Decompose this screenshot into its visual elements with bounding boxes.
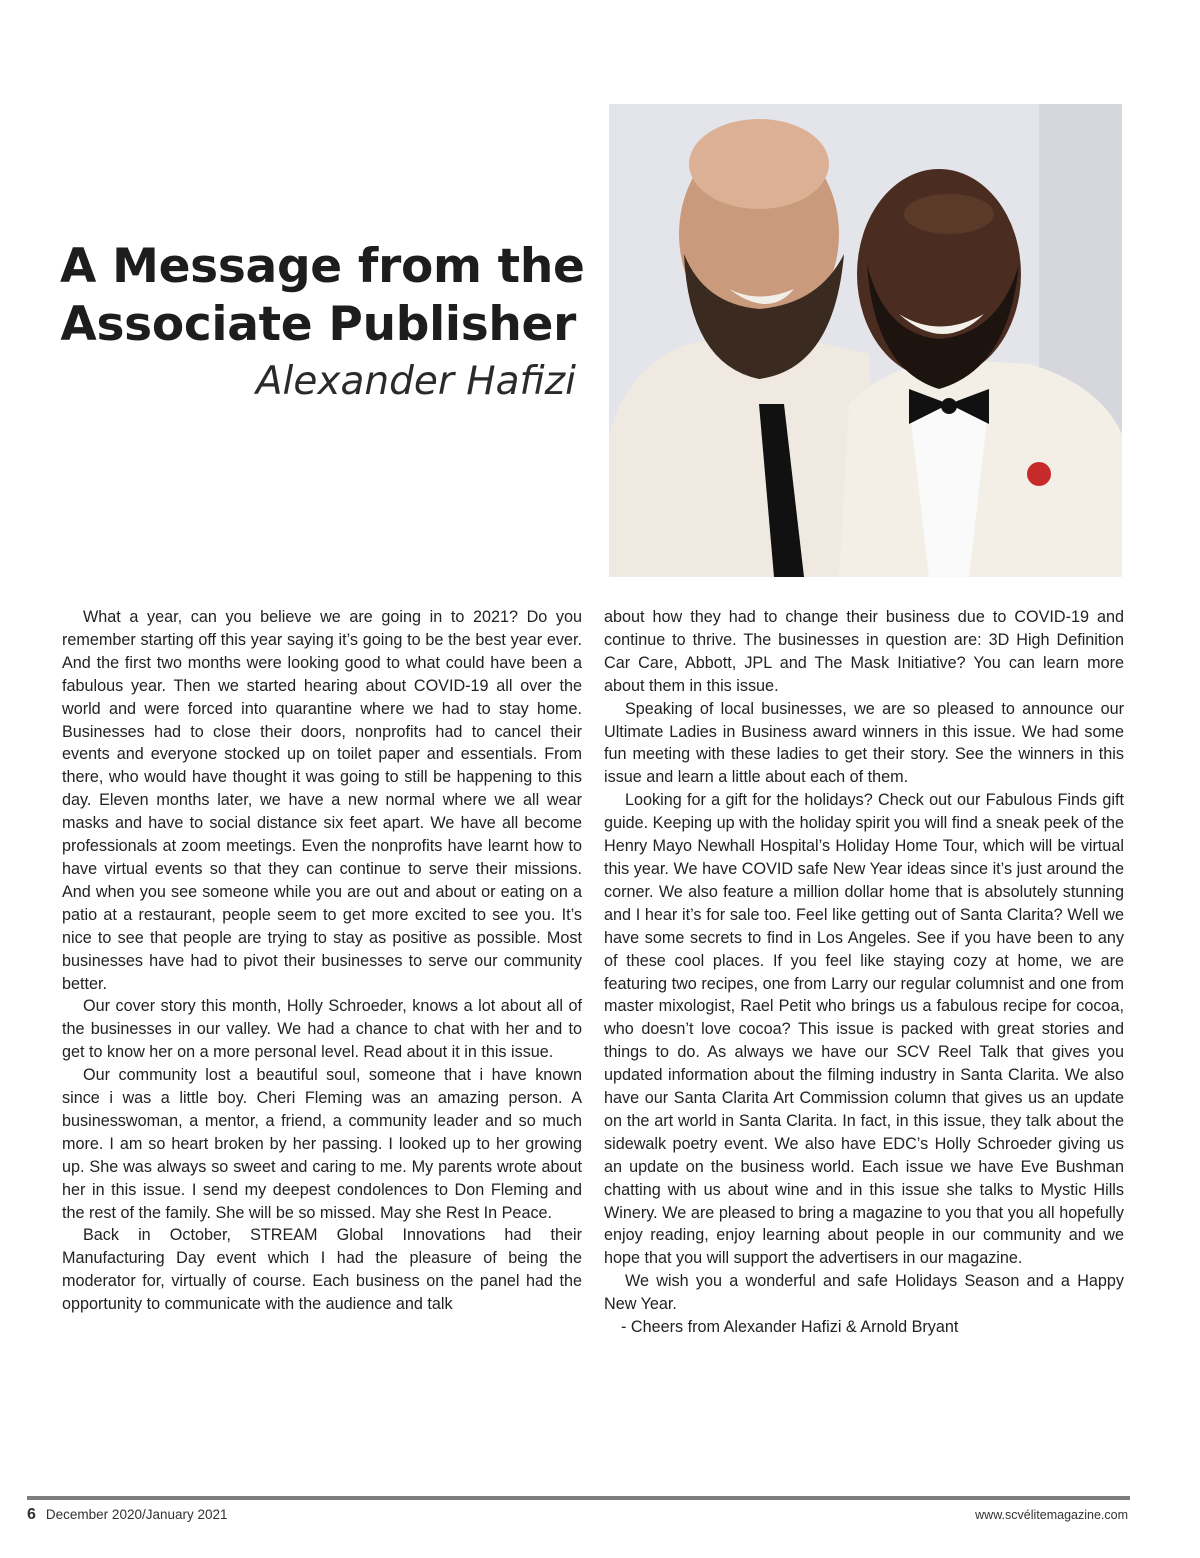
article-paragraph: Back in October, STREAM Global Innovations had their Manufacturing Day event which I had the pleasure of being the moderator for, virtually of course. Each business on the panel had the opportunity to communicate with the audience and talk <box>62 1226 582 1314</box>
article-paragraph: Speaking of local businesses, we are so pleased to announce our Ultimate Ladies in Business award winners in this issue. We had some fun meeting with these ladies to get their story. See the winners in this issue and learn a little about each of them. <box>604 699 1124 787</box>
article-paragraph: What a year, can you believe we are going in to 2021? Do you remember starting off this year saying it’s going to be the best year ever. And the first two months were looking good to what could have been a fabulous year. Then we started hearing about COVID-19 all over the world and were forced into quarantine where we had to stay home. Businesses had to close their doors, nonprofits had to cancel their events and everyone stocked up on toilet paper and essentials. From there, who would have thought it was going to still be happening to this day. Eleven months later, we have a new normal where we all wear masks and have to social distance six feet apart. We have all become professionals at zoom meetings. Even the nonprofits have learnt how to have virtual events so that they can continue to serve their missions. And when you see someone while you are out and about or eating on a patio at a restaurant, people seem to get more excited to see you. It’s nice to see that people are trying to stay as positive as possible. Most businesses have had to pivot their businesses to serve our community better. <box>62 608 582 993</box>
article-title-line-2: Associate Publisher <box>60 297 576 352</box>
article-paragraph: Our cover story this month, Holly Schroeder, knows a lot about all of the businesses in our valley. We had a chance to chat with her and to get to know her on a more personal level. Read about it in this issue. <box>62 997 582 1062</box>
article-title-block <box>60 238 585 406</box>
page-number: 6 <box>27 1506 36 1523</box>
issue-date: December 2020/January 2021 <box>45 1507 228 1522</box>
footer-left <box>27 1506 228 1524</box>
article-signature: - Cheers from Alexander Hafizi & Arnold Bryant <box>621 1318 959 1337</box>
article-title-line-1: A Message from the <box>60 239 585 294</box>
article-paragraph: Looking for a gift for the holidays? Check out our Fabulous Finds gift guide. Keeping up with the holiday spirit you will find a sneak peek of the Henry Mayo Newhall Hospital’s Holiday Home Tour, which will be virtual this year. We have COVID safe New Year ideas since it’s just around the corner. We also feature a million dollar home that is absolutely stunning and I hear it’s for sale too. Feel like getting out of Santa Clarita? Well we have some secrets to find in Los Angeles. See if you have been to any of these cool places. If you feel like staying cozy at home, we are featuring two recipes, one from Larry our regular columnist and one from master mixologist, Rael Petit who brings us a fabulous recipe for cocoa, who doesn’t love cocoa? This issue is packed with great stories and things to do. As always we have our SCV Reel Talk that gives you updated information about the filming industry in Santa Clarita. We also have our Santa Clarita Art Commission column that gives us an update on the art world in Santa Clarita. In fact, in this issue, they talk about the sidewalk poetry event. We also have EDC’s Holly Schroeder giving us an update on the business world. Each issue we have Eve Bushman chatting with us about wine and in this issue she talks to Mystic Hills Winery. We are pleased to bring a magazine to you that you all hopefully enjoy reading, enjoy learning about people in our community and we hope that you will support the advertisers in our magazine. <box>604 791 1124 1268</box>
two-men-portrait-photo <box>609 104 1122 577</box>
article-paragraph: Our community lost a beautiful soul, someone that i have known since i was a little boy. Cheri Fleming was an amazing person. A businesswoman, a mentor, a friend, a community leader and so much more. I am so heart broken by her passing. I looked up to her growing up. She was always so sweet and caring to me. My parents wrote about her in this issue. I send my deepest condolences to Don Fleming and the rest of the family. She will be so missed. May she Rest In Peace. <box>62 1066 582 1222</box>
article-left-column <box>62 606 582 1316</box>
author-name: Alexander Hafizi <box>255 359 576 404</box>
article-paragraph-continuation: about how they had to change their business due to COVID-19 and continue to thrive. The businesses in question are: 3D High Definition Car Care, Abbott, JPL and The Mask Initiative? You can learn more about them in this issue. <box>604 608 1124 695</box>
article-right-column <box>604 606 1124 1339</box>
article-paragraph: We wish you a wonderful and safe Holidays Season and a Happy New Year. <box>604 1272 1124 1314</box>
footer-divider <box>27 1496 1130 1500</box>
footer-website: www.scvélitemagazine.com <box>975 1508 1128 1522</box>
